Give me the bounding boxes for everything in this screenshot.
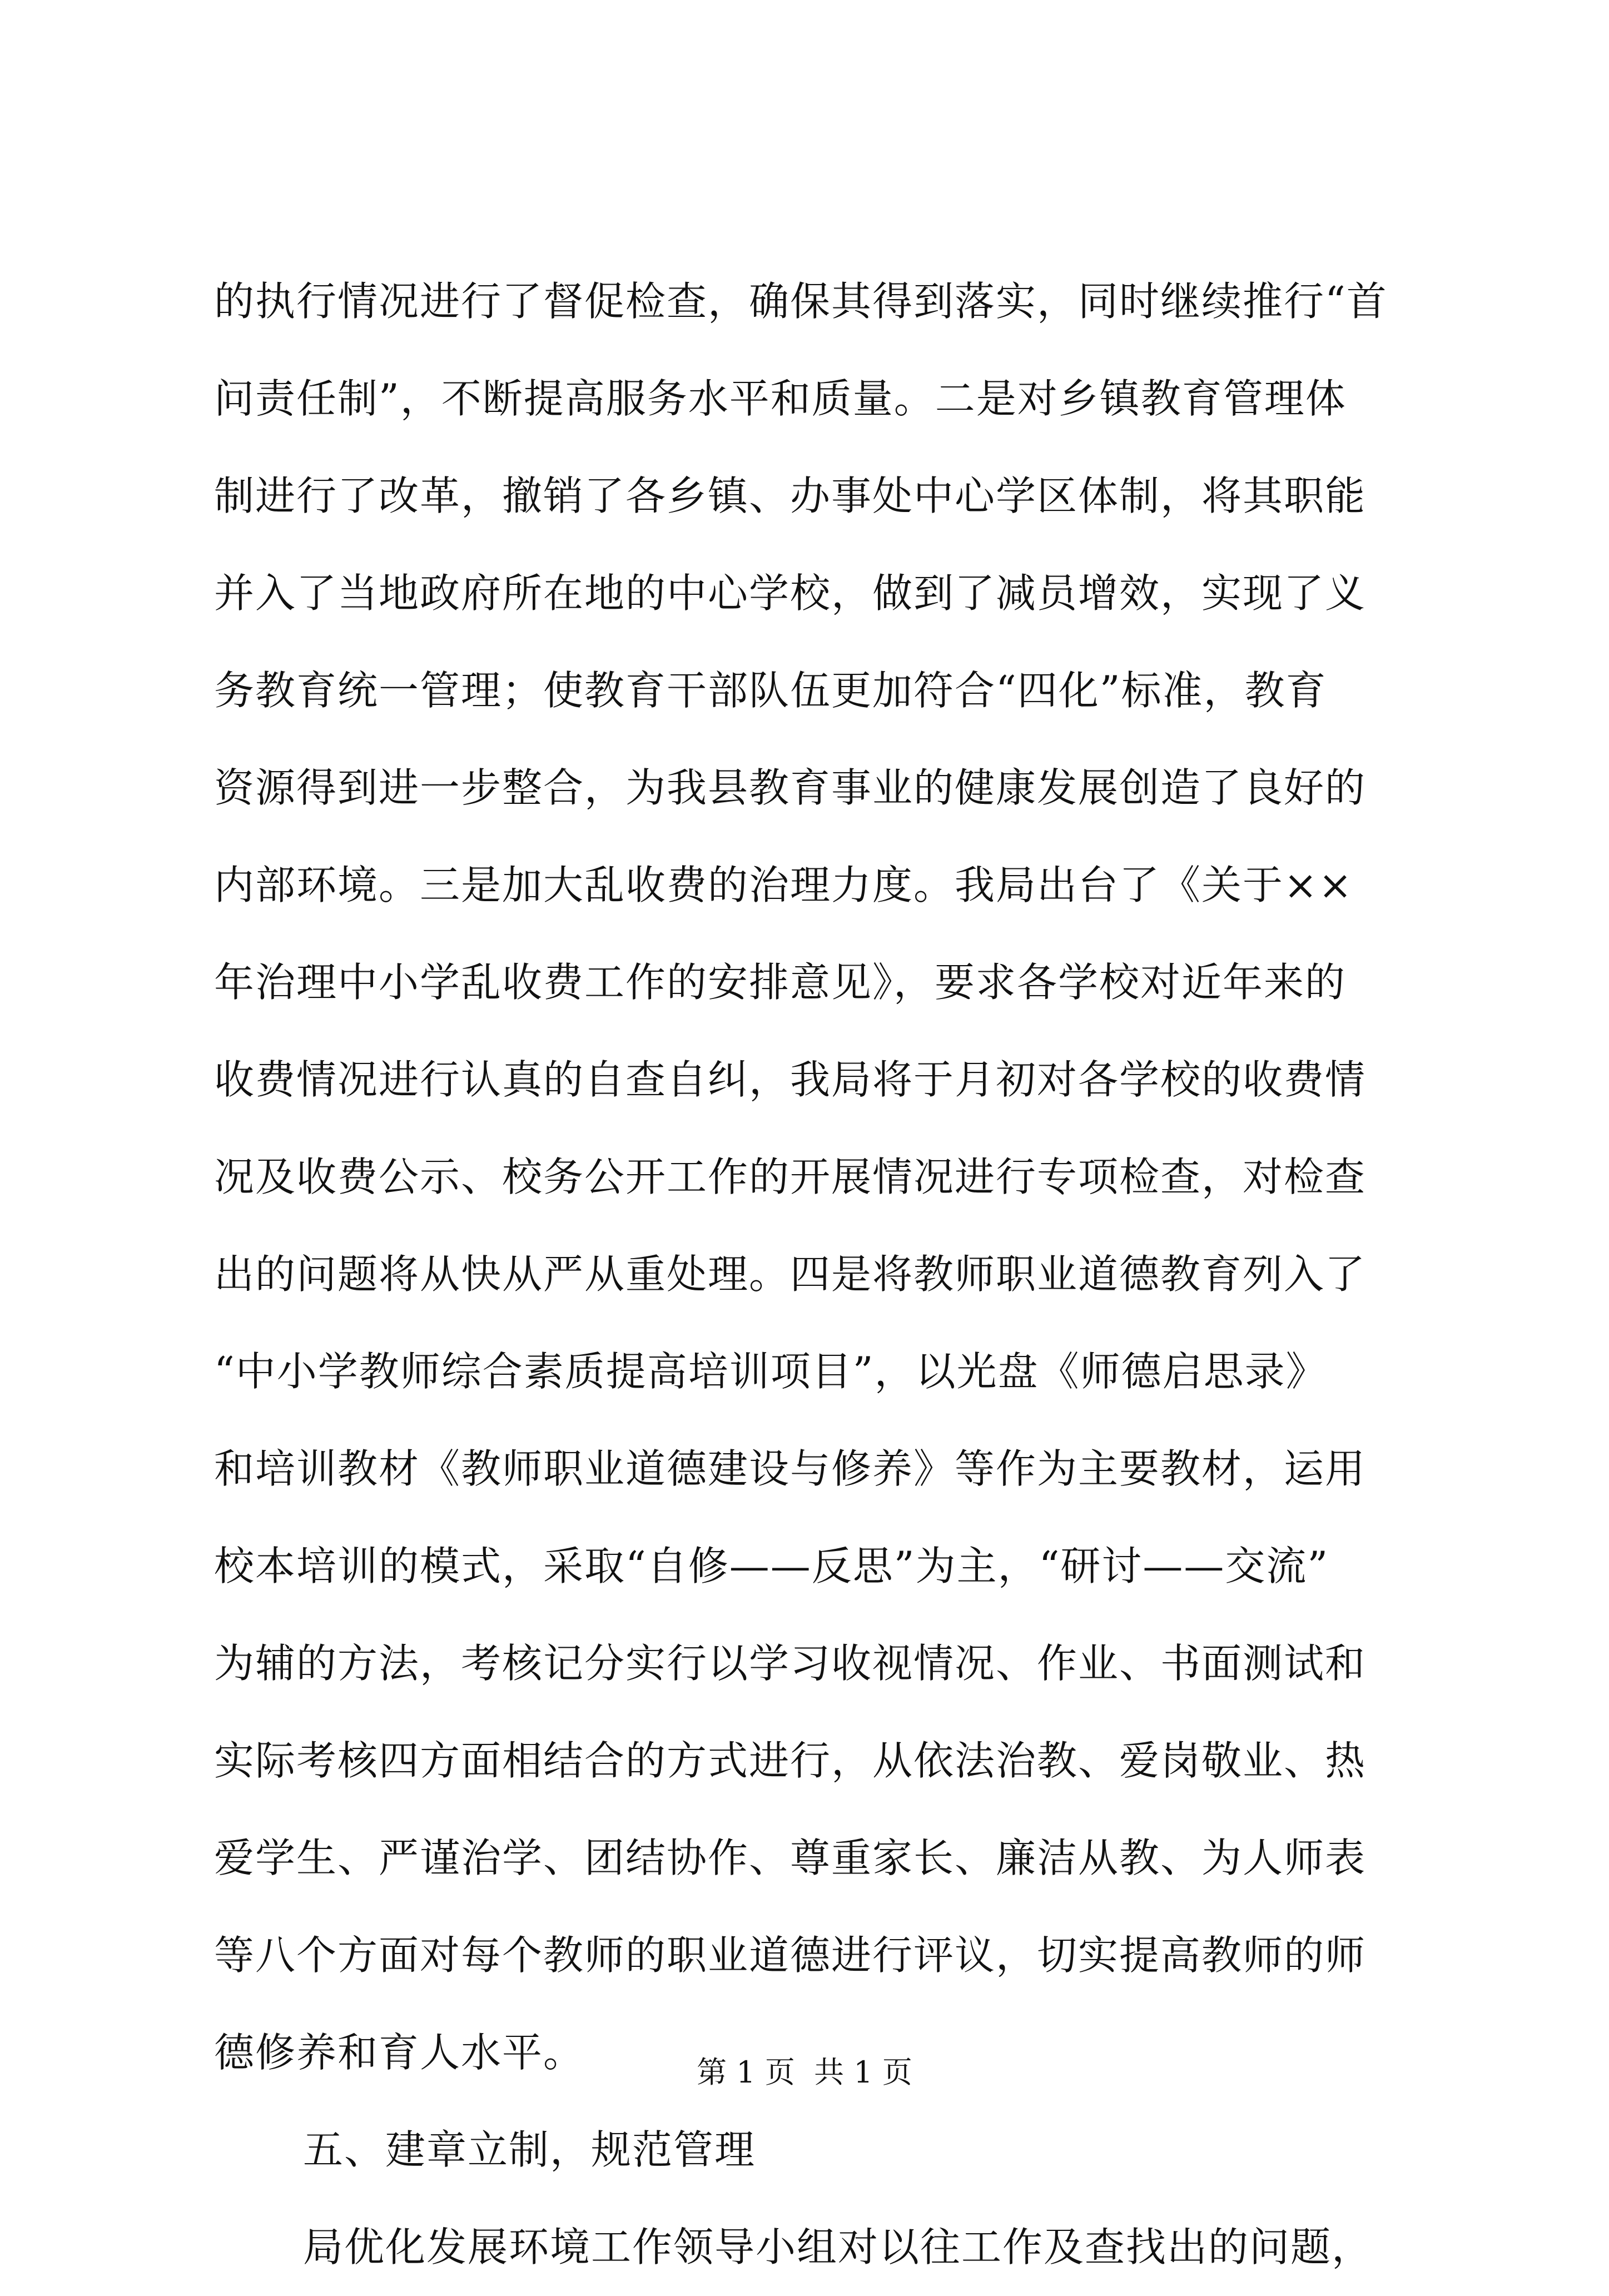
text-line: 资源得到进一步整合，为我县教育事业的健康发展创造了良好的 xyxy=(214,764,1367,811)
page-footer: 第 1 页 共 1 页 xyxy=(697,2055,912,2090)
text-line: 制进行了改革，撤销了各乡镇、办事处中心学区体制，将其职能 xyxy=(214,473,1367,519)
text-line: 和培训教材《教师职业道德建设与修养》等作为主要教材，运用 xyxy=(214,1445,1367,1492)
text-line: 等八个方面对每个教师的职业道德进行评议，切实提高教师的师 xyxy=(214,1932,1367,1979)
body-text xyxy=(214,253,1421,2296)
text-line: “中小学教师综合素质提高培训项目”，以光盘《师德启思录》 xyxy=(214,1348,1327,1395)
text-line: 况及收费公示、校务公开工作的开展情况进行专项检查，对检查 xyxy=(214,1154,1367,1200)
text-line: 实际考核四方面相结合的方式进行，从依法治教、爱岗敬业、热 xyxy=(214,1737,1367,1784)
text-line: 收费情况进行认真的自查自纠，我局将于月初对各学校的收费情 xyxy=(214,1056,1367,1103)
text-line: 爱学生、严谨治学、团结协作、尊重家长、廉洁从教、为人师表 xyxy=(214,1835,1367,1881)
text-line: 年治理中小学乱收费工作的安排意见》，要求各学校对近年来的 xyxy=(214,959,1347,1006)
text-line: 出的问题将从快从严从重处理。四是将教师职业道德教育列入了 xyxy=(214,1251,1367,1298)
text-line: 局优化发展环境工作领导小组对以往工作及查找出的问题， xyxy=(303,2224,1373,2270)
text-line: 内部环境。三是加大乱收费的治理力度。我局出台了《关于×× xyxy=(214,862,1353,908)
text-line: 问责任制”，不断提高服务水平和质量。二是对乡镇教育管理体 xyxy=(214,375,1347,422)
text-line: 务教育统一管理；使教育干部队伍更加符合“四化”标准，教育 xyxy=(214,667,1327,714)
text-line: 并入了当地政府所在地的中心学校，做到了减员增效，实现了义 xyxy=(214,570,1367,617)
text-line: 校本培训的模式，采取“自修——反思”为主，“研讨——交流” xyxy=(214,1543,1329,1589)
text-line: 为辅的方法，考核记分实行以学习收视情况、作业、书面测试和 xyxy=(214,1640,1367,1687)
section-heading: 五、建章立制，规范管理 xyxy=(303,2126,756,2173)
text-line: 德修养和育人水平。 xyxy=(214,2029,585,2076)
text-line: 的执行情况进行了督促检查，确保其得到落实，同时继续推行“首 xyxy=(214,278,1388,325)
